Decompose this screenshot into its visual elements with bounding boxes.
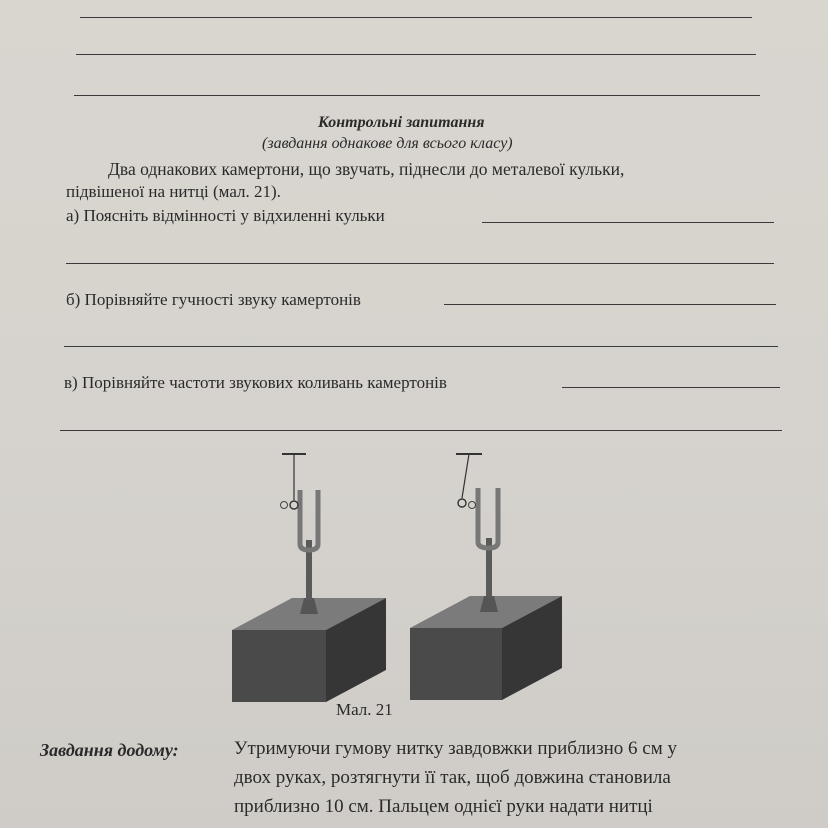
right-apparatus	[410, 454, 562, 700]
homework-label: Завдання додому:	[40, 740, 179, 760]
left-apparatus	[232, 454, 386, 702]
homework-line-2: двох руках, розтягнути її так, щоб довжина становила	[234, 767, 671, 788]
intro-line-2: підвішеної на нитці (мал. 21).	[66, 182, 281, 201]
figure-caption: Мал. 21	[336, 700, 393, 719]
homework-line-3: приблизно 10 см. Пальцем однієї руки надати нитці	[234, 796, 653, 817]
section-title: Контрольні запитання	[318, 114, 485, 131]
homework-line-1: Утримуючи гумову нитку завдовжки приблизно 6 см у	[234, 738, 677, 759]
left-ball	[290, 501, 298, 509]
left-box-front	[232, 630, 326, 702]
question-a: а) Поясніть відмінності у відхиленні кульки	[66, 206, 385, 225]
intro-line-1: Два однакових камертони, що звучать, піднесли до металевої кульки,	[108, 159, 625, 179]
question-b: б) Порівняйте гучності звуку камертонів	[66, 290, 361, 309]
right-ball	[458, 499, 466, 507]
right-box-front	[410, 628, 502, 700]
question-c: в) Порівняйте частоти звукових коливань камертонів	[64, 373, 447, 392]
section-subtitle: (завдання однакове для всього класу)	[262, 135, 513, 152]
